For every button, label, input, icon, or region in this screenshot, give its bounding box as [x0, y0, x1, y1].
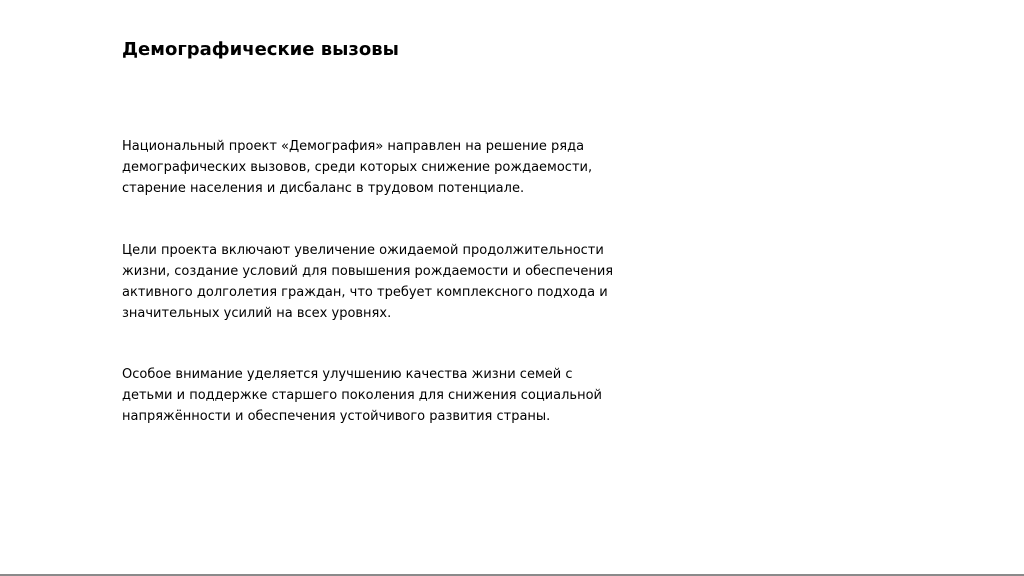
paragraph-line: Особое внимание уделяется улучшению качества жизни семей с [122, 367, 573, 382]
paragraph-3 [122, 364, 682, 427]
paragraph-2 [122, 240, 682, 324]
paragraph-line: активного долголетия граждан, что требует комплексного подхода и [122, 285, 608, 300]
paragraph-line: детьми и поддержке старшего поколения для снижения социальной [122, 388, 602, 403]
paragraph-line: старение населения и дисбаланс в трудовом потенциале. [122, 181, 525, 196]
paragraph-line: Цели проекта включают увеличение ожидаемой продолжительности [122, 243, 604, 258]
paragraph-line: жизни, создание условий для повышения рождаемости и обеспечения [122, 264, 614, 279]
paragraph-line: Национальный проект «Демография» направлен на решение ряда [122, 139, 585, 154]
paragraph-line: демографических вызовов, среди которых снижение рождаемости, [122, 160, 593, 175]
paragraph-1 [122, 136, 682, 199]
paragraph-line: значительных усилий на всех уровнях. [122, 306, 392, 321]
paragraph-line: напряжённости и обеспечения устойчивого развития страны. [122, 409, 551, 424]
slide-title: Демографические вызовы [122, 39, 399, 60]
